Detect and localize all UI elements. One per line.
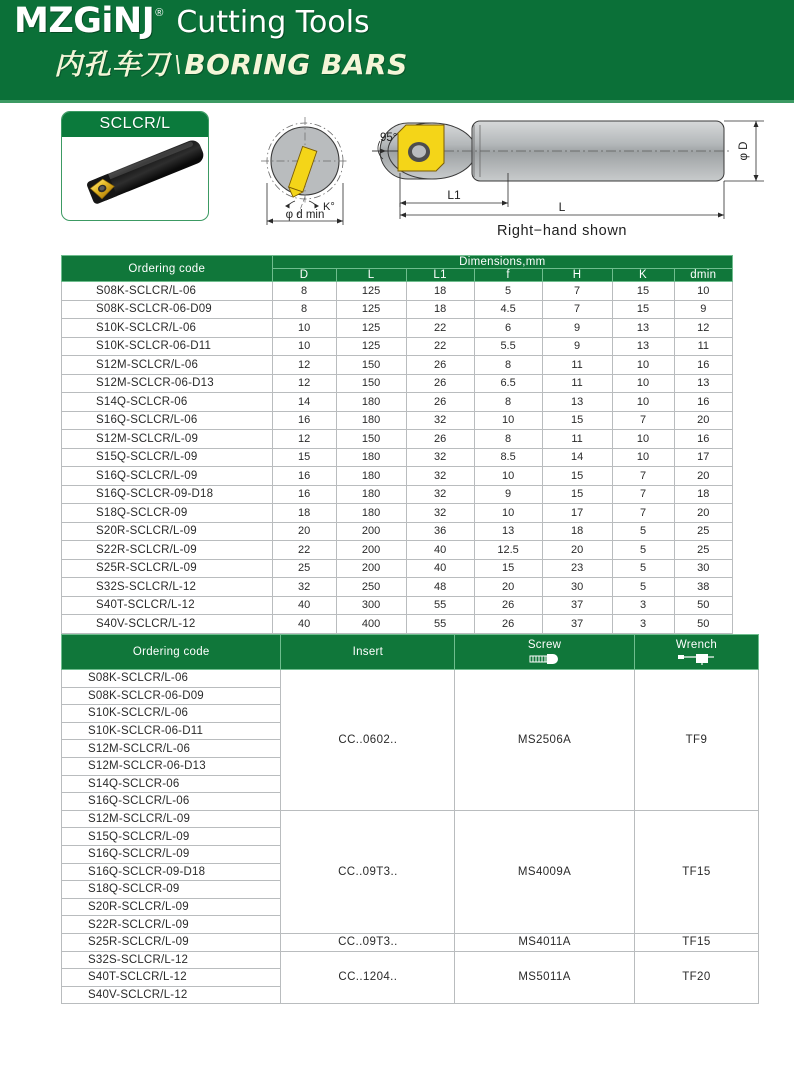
dimension-cell-f: 10: [474, 411, 542, 430]
col-header-ordering-code-2: Ordering code: [62, 635, 281, 670]
dimension-cell-d: 16: [272, 411, 336, 430]
ordering-code-cell: S40T-SCLCR/L-12: [62, 596, 273, 615]
wrench-cell: TF20: [634, 951, 758, 1004]
k-angle-label: K°: [323, 201, 335, 213]
table-row: [62, 393, 733, 412]
dimension-cell-l1: 55: [406, 596, 474, 615]
spare-parts-table: [61, 634, 759, 1004]
dimension-cell-f: 6.5: [474, 374, 542, 393]
dimension-cell-h: 17: [542, 504, 612, 523]
table-row: [62, 810, 759, 828]
table-row: [62, 282, 733, 301]
col-header-wrench-label: Wrench: [675, 638, 718, 651]
dimension-cell-l: 150: [336, 374, 406, 393]
dimension-cell-d: 20: [272, 522, 336, 541]
ordering-code-cell: S16Q-SCLCR/L-06: [62, 793, 281, 811]
dimension-cell-d: 40: [272, 615, 336, 634]
dimension-cell-h: 13: [542, 393, 612, 412]
ordering-code-cell: S12M-SCLCR/L-09: [62, 430, 273, 449]
dimension-cell-dmin: 25: [674, 522, 732, 541]
dimension-cell-k: 10: [612, 393, 674, 412]
dimension-cell-f: 20: [474, 578, 542, 597]
dimension-cell-d: 18: [272, 504, 336, 523]
dimension-cell-dmin: 50: [674, 596, 732, 615]
angle-label: 95°: [380, 132, 398, 144]
ordering-code-cell: S14Q-SCLCR-06: [62, 393, 273, 412]
dimension-cell-l: 300: [336, 596, 406, 615]
col-header-dimensions-group: Dimensions,mm: [272, 256, 732, 269]
dimension-cell-d: 8: [272, 300, 336, 319]
dimension-cell-l: 180: [336, 504, 406, 523]
dimension-cell-l1: 55: [406, 615, 474, 634]
col-header-L1: L1: [406, 269, 474, 282]
spare-parts-header-row: [62, 635, 759, 670]
L1-label: L1: [447, 188, 461, 202]
dimension-cell-f: 15: [474, 559, 542, 578]
dimension-cell-k: 7: [612, 504, 674, 523]
dimension-cell-l: 125: [336, 300, 406, 319]
table-row: [62, 374, 733, 393]
dimension-cell-d: 16: [272, 485, 336, 504]
ordering-code-cell: S15Q-SCLCR/L-09: [62, 828, 281, 846]
dimensions-table-body: [62, 282, 733, 634]
table-row: [62, 319, 733, 338]
dimension-cell-k: 7: [612, 485, 674, 504]
dimension-cell-dmin: 16: [674, 356, 732, 375]
dimension-cell-l: 180: [336, 393, 406, 412]
dimension-cell-l1: 18: [406, 282, 474, 301]
dimension-cell-k: 5: [612, 559, 674, 578]
dimension-cell-f: 26: [474, 615, 542, 634]
ordering-code-cell: S32S-SCLCR/L-12: [62, 951, 281, 969]
dimension-cell-dmin: 18: [674, 485, 732, 504]
ordering-code-cell: S08K-SCLCR-06-D09: [62, 300, 273, 319]
ordering-code-cell: S40V-SCLCR/L-12: [62, 615, 273, 634]
phi-d-label: φ D: [738, 141, 750, 161]
registered-trademark-icon: ®: [155, 7, 164, 19]
dimension-cell-l: 180: [336, 411, 406, 430]
dimension-cell-k: 5: [612, 522, 674, 541]
dimension-cell-k: 3: [612, 615, 674, 634]
dimension-cell-l1: 22: [406, 319, 474, 338]
ordering-code-cell: S10K-SCLCR/L-06: [62, 705, 281, 723]
ordering-code-cell: S25R-SCLCR/L-09: [62, 559, 273, 578]
dimension-cell-h: 15: [542, 485, 612, 504]
dimension-cell-dmin: 13: [674, 374, 732, 393]
dimension-cell-f: 8: [474, 393, 542, 412]
dimension-cell-h: 11: [542, 356, 612, 375]
brand-tagline: Cutting Tools: [176, 5, 370, 40]
dimension-cell-l: 150: [336, 430, 406, 449]
boring-bar-photo: [62, 138, 208, 220]
page-subtitle-english: BORING BARS: [184, 48, 408, 81]
dimension-cell-l1: 32: [406, 467, 474, 486]
table-row: [62, 951, 759, 969]
dimension-cell-h: 15: [542, 467, 612, 486]
ordering-code-cell: S10K-SCLCR-06-D11: [62, 337, 273, 356]
ordering-code-cell: S40T-SCLCR/L-12: [62, 969, 281, 987]
ordering-code-cell: S32S-SCLCR/L-12: [62, 578, 273, 597]
col-header-wrench: [634, 635, 758, 670]
dimension-cell-f: 12.5: [474, 541, 542, 560]
wrench-cell: TF15: [634, 810, 758, 933]
col-header-dmin: dmin: [674, 269, 732, 282]
dimension-cell-h: 37: [542, 615, 612, 634]
col-header-L: L: [336, 269, 406, 282]
table-row: [62, 596, 733, 615]
dimension-cell-d: 25: [272, 559, 336, 578]
ordering-code-cell: S12M-SCLCR-06-D13: [62, 374, 273, 393]
dimension-cell-h: 9: [542, 319, 612, 338]
page-subtitle-chinese: 内孔车刀: [54, 48, 171, 81]
insert-cell: CC..1204..: [281, 951, 455, 1004]
col-header-screw-label: Screw: [527, 638, 562, 651]
d-min-label: φ d min: [285, 209, 325, 221]
dimension-cell-k: 10: [612, 430, 674, 449]
insert-cell: CC..0602..: [281, 670, 455, 811]
ordering-code-cell: S22R-SCLCR/L-09: [62, 916, 281, 934]
dimension-cell-h: 15: [542, 411, 612, 430]
table-row: [62, 541, 733, 560]
dimension-cell-k: 13: [612, 319, 674, 338]
dimension-cell-l: 150: [336, 356, 406, 375]
dimension-cell-dmin: 38: [674, 578, 732, 597]
brand-name: MZGiNJ: [14, 1, 155, 41]
ordering-code-cell: S16Q-SCLCR-09-D18: [62, 485, 273, 504]
dimension-cell-h: 23: [542, 559, 612, 578]
dimension-cell-dmin: 12: [674, 319, 732, 338]
col-header-D: D: [272, 269, 336, 282]
dimension-cell-dmin: 20: [674, 411, 732, 430]
dimension-cell-l1: 18: [406, 300, 474, 319]
dimension-cell-d: 8: [272, 282, 336, 301]
dimension-cell-l1: 32: [406, 411, 474, 430]
dimension-cell-l1: 26: [406, 356, 474, 375]
dimension-cell-l1: 48: [406, 578, 474, 597]
dimension-cell-f: 8: [474, 356, 542, 375]
page-subtitle-separator: \: [174, 50, 182, 80]
dimension-cell-h: 7: [542, 282, 612, 301]
ordering-code-cell: S10K-SCLCR/L-06: [62, 319, 273, 338]
dimension-cell-d: 12: [272, 430, 336, 449]
screw-cell: MS5011A: [455, 951, 635, 1004]
spare-parts-table-body: [62, 670, 759, 1004]
dimension-cell-f: 5.5: [474, 337, 542, 356]
dimension-cell-l: 180: [336, 448, 406, 467]
dimension-cell-d: 12: [272, 374, 336, 393]
dimension-cell-f: 10: [474, 504, 542, 523]
col-header-H: H: [542, 269, 612, 282]
dimension-cell-dmin: 16: [674, 393, 732, 412]
dimension-cell-l1: 26: [406, 393, 474, 412]
ordering-code-cell: S15Q-SCLCR/L-09: [62, 448, 273, 467]
insert-cell: CC..09T3..: [281, 810, 455, 933]
col-header-ordering-code: Ordering code: [62, 256, 273, 282]
dimension-cell-k: 10: [612, 356, 674, 375]
ordering-code-cell: S16Q-SCLCR-09-D18: [62, 863, 281, 881]
dimension-cell-k: 10: [612, 448, 674, 467]
ordering-code-cell: S16Q-SCLCR/L-09: [62, 467, 273, 486]
dimension-cell-l1: 26: [406, 430, 474, 449]
dimension-cell-l1: 22: [406, 337, 474, 356]
dimension-cell-dmin: 25: [674, 541, 732, 560]
ordering-code-cell: S12M-SCLCR-06-D13: [62, 757, 281, 775]
table-row: [62, 411, 733, 430]
dimension-cell-k: 15: [612, 300, 674, 319]
dimension-cell-l1: 32: [406, 485, 474, 504]
table-row: [62, 448, 733, 467]
dimension-cell-l1: 32: [406, 448, 474, 467]
dimension-cell-d: 14: [272, 393, 336, 412]
dimension-cell-d: 15: [272, 448, 336, 467]
screw-cell: MS2506A: [455, 670, 635, 811]
dimension-cell-dmin: 30: [674, 559, 732, 578]
dimension-cell-d: 40: [272, 596, 336, 615]
L-label: L: [558, 200, 566, 214]
ordering-code-cell: S18Q-SCLCR-09: [62, 504, 273, 523]
dimension-cell-dmin: 16: [674, 430, 732, 449]
ordering-code-cell: S18Q-SCLCR-09: [62, 881, 281, 899]
diagram-caption: Right−hand shown: [496, 223, 628, 239]
dimension-cell-f: 8.5: [474, 448, 542, 467]
dimension-cell-d: 32: [272, 578, 336, 597]
col-header-K: K: [612, 269, 674, 282]
ordering-code-cell: S14Q-SCLCR-06: [62, 775, 281, 793]
dimension-cell-l1: 40: [406, 559, 474, 578]
dimension-cell-dmin: 9: [674, 300, 732, 319]
dimension-cell-dmin: 20: [674, 504, 732, 523]
dimension-cell-h: 30: [542, 578, 612, 597]
ordering-code-cell: S22R-SCLCR/L-09: [62, 541, 273, 560]
dimension-cell-l1: 26: [406, 374, 474, 393]
ordering-code-cell: S40V-SCLCR/L-12: [62, 986, 281, 1004]
dimension-cell-l: 200: [336, 541, 406, 560]
dimension-cell-f: 5: [474, 282, 542, 301]
screw-icon: [528, 652, 562, 665]
dimension-cell-k: 7: [612, 467, 674, 486]
table-row: [62, 578, 733, 597]
col-header-f: f: [474, 269, 542, 282]
dimension-cell-l: 125: [336, 282, 406, 301]
dimension-cell-k: 13: [612, 337, 674, 356]
dimension-cell-d: 10: [272, 319, 336, 338]
ordering-code-cell: S20R-SCLCR/L-09: [62, 522, 273, 541]
dimensions-table: [61, 255, 733, 634]
dimension-cell-l1: 40: [406, 541, 474, 560]
dimension-cell-dmin: 17: [674, 448, 732, 467]
wrench-icon: [676, 652, 716, 665]
dimension-cell-d: 12: [272, 356, 336, 375]
ordering-code-cell: S12M-SCLCR/L-09: [62, 810, 281, 828]
dimension-cell-f: 26: [474, 596, 542, 615]
dimension-cell-dmin: 20: [674, 467, 732, 486]
table-row: [62, 504, 733, 523]
screw-cell: MS4009A: [455, 810, 635, 933]
insert-cell: CC..09T3..: [281, 933, 455, 951]
illustration-strip: [0, 103, 794, 245]
table-row: [62, 430, 733, 449]
dimension-cell-l1: 36: [406, 522, 474, 541]
brand-lockup: [14, 1, 370, 41]
ordering-code-cell: S20R-SCLCR/L-09: [62, 898, 281, 916]
dimension-cell-l: 200: [336, 559, 406, 578]
dimension-cell-l: 125: [336, 319, 406, 338]
dimension-cell-l: 180: [336, 467, 406, 486]
dimension-cell-h: 11: [542, 374, 612, 393]
dimension-cell-f: 10: [474, 467, 542, 486]
table-row: [62, 559, 733, 578]
dimension-cell-d: 10: [272, 337, 336, 356]
dimension-cell-k: 7: [612, 411, 674, 430]
dimension-cell-dmin: 50: [674, 615, 732, 634]
product-series-badge: SCLCR/L: [61, 111, 209, 137]
ordering-code-cell: S08K-SCLCR-06-D09: [62, 687, 281, 705]
ordering-code-cell: S08K-SCLCR/L-06: [62, 282, 273, 301]
ordering-code-cell: S12M-SCLCR/L-06: [62, 356, 273, 375]
dimension-cell-k: 3: [612, 596, 674, 615]
dimensions-table-head: [62, 256, 733, 282]
dimension-cell-h: 7: [542, 300, 612, 319]
table-row: [62, 670, 759, 688]
dimension-cell-f: 6: [474, 319, 542, 338]
dimension-cell-k: 10: [612, 374, 674, 393]
col-header-screw: [455, 635, 635, 670]
dimension-cell-f: 8: [474, 430, 542, 449]
dimension-cell-f: 13: [474, 522, 542, 541]
dimension-cell-l1: 32: [406, 504, 474, 523]
wrench-cell: TF15: [634, 933, 758, 951]
table-row: [62, 467, 733, 486]
ordering-code-cell: S16Q-SCLCR/L-09: [62, 845, 281, 863]
dimension-cell-f: 9: [474, 485, 542, 504]
table-row: [62, 485, 733, 504]
product-photo-card: [61, 111, 209, 221]
dimension-cell-l: 400: [336, 615, 406, 634]
screw-cell: MS4011A: [455, 933, 635, 951]
dimension-cell-k: 5: [612, 541, 674, 560]
dimension-cell-h: 14: [542, 448, 612, 467]
dimension-cell-f: 4.5: [474, 300, 542, 319]
dimension-cell-l: 125: [336, 337, 406, 356]
table-row: [62, 356, 733, 375]
ordering-code-cell: S25R-SCLCR/L-09: [62, 933, 281, 951]
dimension-cell-l: 250: [336, 578, 406, 597]
dimension-cell-h: 11: [542, 430, 612, 449]
dimension-cell-h: 20: [542, 541, 612, 560]
table-row: [62, 522, 733, 541]
side-view-diagram: [372, 111, 780, 241]
dimension-cell-d: 16: [272, 467, 336, 486]
table-row: [62, 933, 759, 951]
dimension-cell-dmin: 10: [674, 282, 732, 301]
page-header-banner: [0, 0, 794, 103]
dimension-cell-h: 9: [542, 337, 612, 356]
dimension-cell-dmin: 11: [674, 337, 732, 356]
page-subtitle: [54, 50, 408, 81]
dimensions-header-row-1: [62, 256, 733, 269]
dimension-cell-d: 22: [272, 541, 336, 560]
dimension-cell-h: 37: [542, 596, 612, 615]
col-header-insert: Insert: [281, 635, 455, 670]
table-row: [62, 615, 733, 634]
table-row: [62, 337, 733, 356]
dimension-cell-l: 200: [336, 522, 406, 541]
ordering-code-cell: S16Q-SCLCR/L-06: [62, 411, 273, 430]
ordering-code-cell: S12M-SCLCR/L-06: [62, 740, 281, 758]
table-row: [62, 300, 733, 319]
ordering-code-cell: S10K-SCLCR-06-D11: [62, 722, 281, 740]
dimension-cell-k: 15: [612, 282, 674, 301]
ordering-code-cell: S08K-SCLCR/L-06: [62, 670, 281, 688]
wrench-cell: TF9: [634, 670, 758, 811]
dimension-cell-k: 5: [612, 578, 674, 597]
dimension-cell-h: 18: [542, 522, 612, 541]
spare-parts-table-head: [62, 635, 759, 670]
dimension-cell-l: 180: [336, 485, 406, 504]
cross-section-diagram: [245, 111, 375, 237]
